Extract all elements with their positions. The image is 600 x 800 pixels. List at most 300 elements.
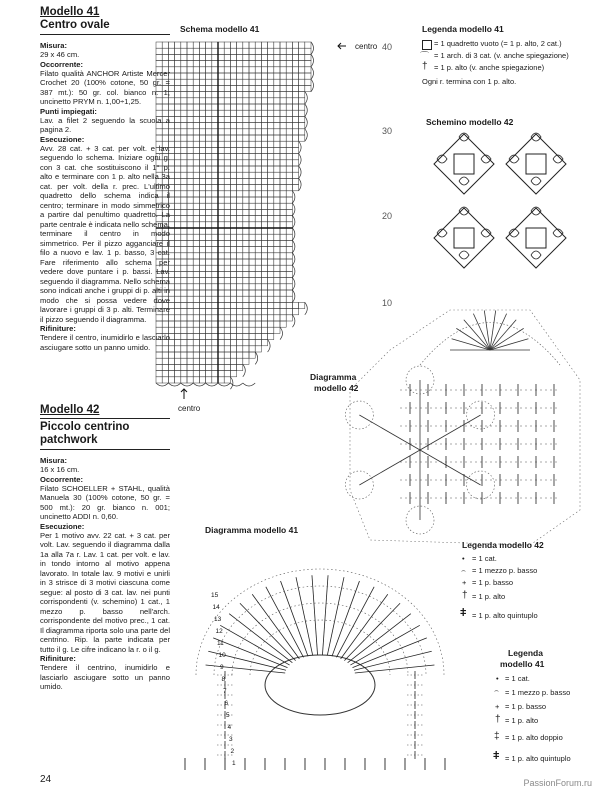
legend41-top-item-3: = 1 p. alto (v. anche spiegazione) (434, 63, 545, 72)
filet-cell (261, 79, 267, 85)
filet-cell (193, 265, 199, 271)
motif-center (454, 228, 474, 248)
filet-cell (212, 222, 218, 228)
model41-title: Modello 41 (40, 6, 100, 18)
filet-cell (249, 290, 255, 296)
filet-cell (243, 98, 249, 104)
filet-cell (243, 129, 249, 135)
filet-cell (286, 166, 292, 172)
filet-cell (162, 222, 168, 228)
filet-cell (206, 234, 212, 240)
filet-cell (206, 265, 212, 271)
filet-cell (286, 253, 292, 259)
filet-cell (212, 85, 218, 91)
filet-cell (274, 253, 280, 259)
filet-cell (187, 141, 193, 147)
filet-cell (230, 290, 236, 296)
diagram41-title: Diagramma modello 41 (205, 525, 299, 535)
filet-cell (206, 302, 212, 308)
schema41-centro-bottom: centro (178, 404, 201, 413)
filet-cell (168, 61, 174, 67)
filet-cell (274, 321, 280, 327)
row-number-label: 15 (211, 592, 219, 599)
filet-cell (292, 67, 298, 73)
filet-cell (218, 247, 224, 253)
model42-esecuzione-head: Esecuzione: (40, 521, 85, 531)
filet-cell (193, 309, 199, 315)
filet-cell (168, 67, 174, 73)
filet-cell (168, 234, 174, 240)
filet-cell (224, 265, 230, 271)
filet-cell (175, 141, 181, 147)
filet-cell (218, 129, 224, 135)
filet-cell (292, 61, 298, 67)
filet-cell (237, 73, 243, 79)
filet-cell (206, 321, 212, 327)
filet-cell (274, 61, 280, 67)
filet-cell (255, 129, 261, 135)
scallop-arch (305, 116, 308, 128)
filet-cell (243, 67, 249, 73)
filet-cell (261, 54, 267, 60)
filet-cell (280, 271, 286, 277)
filet-cell (261, 247, 267, 253)
filet-cell (261, 185, 267, 191)
scallop-arch (292, 290, 295, 302)
filet-cell (268, 54, 274, 60)
filet-cell (162, 191, 168, 197)
filet-cell (286, 209, 292, 215)
filet-cell (193, 216, 199, 222)
filet-cell (206, 364, 212, 370)
filet-cell (181, 216, 187, 222)
filet-cell (175, 340, 181, 346)
filet-cell (243, 191, 249, 197)
filet-cell (224, 271, 230, 277)
filet-cell (168, 271, 174, 277)
filet-cell (175, 203, 181, 209)
filet-cell (286, 296, 292, 302)
filet-cell (156, 178, 162, 184)
filet-cell (181, 67, 187, 73)
filet-cell (268, 61, 274, 67)
filet-cell (230, 160, 236, 166)
filet-cell (261, 129, 267, 135)
filet-cell (218, 364, 224, 370)
filet-cell (224, 203, 230, 209)
filet-cell (218, 154, 224, 160)
filet-cell (292, 98, 298, 104)
filet-cell (218, 371, 224, 377)
filet-cell (255, 147, 261, 153)
legend41-top-item-1: = 1 quadretto vuoto (= 1 p. alto, 2 cat.) (434, 39, 562, 48)
filet-cell (218, 147, 224, 153)
filet-cell (243, 110, 249, 116)
filet-cell (230, 147, 236, 153)
filet-cell (274, 191, 280, 197)
fan-stitch (281, 581, 308, 656)
filet-cell (218, 265, 224, 271)
filet-cell (175, 129, 181, 135)
filet-cell (181, 265, 187, 271)
filet-cell (292, 48, 298, 54)
filet-cell (230, 216, 236, 222)
filet-cell (261, 110, 267, 116)
filet-cell (268, 154, 274, 160)
filet-cell (187, 346, 193, 352)
filet-cell (255, 278, 261, 284)
row-number-label: 1 (232, 760, 236, 767)
filet-cell (280, 209, 286, 215)
filet-cell (299, 67, 305, 73)
filet-cell (230, 240, 236, 246)
model42-occorrente-head: Occorrente: (40, 474, 84, 484)
filet-cell (299, 54, 305, 60)
filet-cell (243, 92, 249, 98)
filet-cell (187, 48, 193, 54)
filet-cell (162, 209, 168, 215)
filet-cell (243, 123, 249, 129)
filet-cell (243, 340, 249, 346)
filet-cell (156, 191, 162, 197)
filet-cell (305, 85, 311, 91)
filet-cell (299, 92, 305, 98)
filet-cell (156, 377, 162, 383)
filet-cell (206, 371, 212, 377)
filet-cell (261, 234, 267, 240)
filet-cell (193, 104, 199, 110)
filet-cell (243, 234, 249, 240)
filet-cell (230, 358, 236, 364)
filet-cell (175, 42, 181, 48)
filet-cell (193, 259, 199, 265)
filet-cell (193, 296, 199, 302)
filet-cell (156, 290, 162, 296)
row-number-label: 13 (214, 616, 222, 623)
scallop-arch (255, 352, 258, 364)
filet-cell (156, 61, 162, 67)
filet-cell (249, 234, 255, 240)
filet-cell (162, 309, 168, 315)
filet-cell (162, 116, 168, 122)
filet-cell (168, 160, 174, 166)
filet-cell (218, 48, 224, 54)
filet-cell (224, 104, 230, 110)
scallop-arch (299, 166, 302, 178)
filet-cell (255, 265, 261, 271)
filet-cell (243, 73, 249, 79)
filet-cell (243, 265, 249, 271)
filet-cell (193, 147, 199, 153)
filet-cell (274, 166, 280, 172)
filet-cell (274, 290, 280, 296)
filet-cell (212, 185, 218, 191)
filet-cell (199, 178, 205, 184)
scallop-arch (311, 67, 314, 79)
filet-cell (175, 116, 181, 122)
filet-cell (206, 309, 212, 315)
filet-cell (181, 141, 187, 147)
filet-cell (280, 228, 286, 234)
filet-cell (255, 240, 261, 246)
filet-cell (181, 327, 187, 333)
filet-cell (218, 79, 224, 85)
filet-cell (199, 92, 205, 98)
filet-cell (280, 253, 286, 259)
filet-cell (292, 54, 298, 60)
filet-cell (230, 253, 236, 259)
filet-cell (274, 228, 280, 234)
filet-cell (224, 123, 230, 129)
filet-cell (255, 234, 261, 240)
filet-cell (280, 141, 286, 147)
filet-cell (162, 321, 168, 327)
filet-cell (224, 116, 230, 122)
filet-cell (292, 147, 298, 153)
filet-cell (243, 315, 249, 321)
scallop-arch (305, 302, 308, 314)
filet-cell (187, 340, 193, 346)
filet-cell (237, 172, 243, 178)
filet-cell (181, 147, 187, 153)
filet-cell (299, 98, 305, 104)
filet-cell (249, 265, 255, 271)
legend41-bottom-item-3: = 1 p. basso (505, 702, 547, 711)
filet-cell (237, 116, 243, 122)
filet-cell (218, 340, 224, 346)
filet-cell (212, 216, 218, 222)
filet-cell (255, 42, 261, 48)
filet-cell (156, 185, 162, 191)
filet-cell (286, 129, 292, 135)
filet-cell (224, 259, 230, 265)
row-number-label: 12 (215, 628, 223, 635)
filet-cell (199, 147, 205, 153)
filet-cell (168, 216, 174, 222)
filet-cell (261, 160, 267, 166)
filet-cell (255, 340, 261, 346)
filet-cell (237, 191, 243, 197)
filet-cell (162, 166, 168, 172)
filet-cell (274, 123, 280, 129)
filet-cell (255, 166, 261, 172)
diagram41-drawing (170, 540, 470, 772)
filet-cell (286, 197, 292, 203)
filet-cell (243, 228, 249, 234)
chain-icon: • (496, 674, 499, 683)
filet-cell (187, 333, 193, 339)
filet-cell (255, 321, 261, 327)
filet-cell (261, 92, 267, 98)
filet-cell (156, 259, 162, 265)
filet-cell (212, 154, 218, 160)
filet-cell (181, 315, 187, 321)
filet-cell (230, 271, 236, 277)
filet-cell (212, 290, 218, 296)
filet-cell (274, 172, 280, 178)
filet-cell (199, 73, 205, 79)
filet-cell (230, 116, 236, 122)
filet-cell (181, 203, 187, 209)
filet-cell (255, 290, 261, 296)
legend42-item-2: = 1 mezzo p. basso (472, 566, 538, 575)
filet-cell (255, 333, 261, 339)
filet-cell (230, 154, 236, 160)
filet-cell (243, 197, 249, 203)
filet-cell (268, 278, 274, 284)
row-number-label: 11 (217, 640, 224, 647)
filet-cell (305, 79, 311, 85)
filet-cell (280, 284, 286, 290)
filet-cell (255, 302, 261, 308)
filet-cell (237, 67, 243, 73)
filet-cell (261, 73, 267, 79)
filet-cell (212, 333, 218, 339)
filet-cell (187, 116, 193, 122)
filet-cell (243, 247, 249, 253)
filet-cell (286, 216, 292, 222)
filet-cell (230, 98, 236, 104)
filet-cell (218, 160, 224, 166)
filet-cell (212, 166, 218, 172)
filet-cell (187, 147, 193, 153)
filet-cell (218, 259, 224, 265)
filet-cell (162, 85, 168, 91)
filet-cell (255, 309, 261, 315)
filet-cell (212, 340, 218, 346)
filet-cell (237, 333, 243, 339)
filet-cell (199, 135, 205, 141)
filet-cell (224, 222, 230, 228)
filet-cell (168, 85, 174, 91)
filet-cell (206, 110, 212, 116)
filet-cell (299, 110, 305, 116)
scallop-arch (299, 141, 302, 153)
filet-cell (249, 191, 255, 197)
filet-cell (237, 340, 243, 346)
filet-cell (249, 147, 255, 153)
filet-cell (212, 302, 218, 308)
filet-cell (212, 309, 218, 315)
filet-cell (168, 172, 174, 178)
filet-cell (255, 104, 261, 110)
filet-cell (156, 296, 162, 302)
filet-cell (175, 185, 181, 191)
scallop-arch (305, 129, 308, 141)
filet-cell (156, 203, 162, 209)
filet-cell (255, 116, 261, 122)
filet-cell (181, 333, 187, 339)
filet-cell (206, 42, 212, 48)
filet-cell (218, 358, 224, 364)
filet-cell (218, 85, 224, 91)
filet-cell (199, 371, 205, 377)
filet-cell (230, 352, 236, 358)
filet-cell (261, 278, 267, 284)
filet-cell (181, 178, 187, 184)
filet-cell (280, 222, 286, 228)
filet-cell (199, 265, 205, 271)
filet-cell (156, 284, 162, 290)
filet-cell (175, 92, 181, 98)
filet-cell (206, 48, 212, 54)
filet-cell (206, 203, 212, 209)
filet-cell (286, 271, 292, 277)
filet-cell (187, 296, 193, 302)
filet-cell (280, 259, 286, 265)
filet-cell (286, 240, 292, 246)
filet-cell (181, 302, 187, 308)
filet-cell (212, 92, 218, 98)
filet-cell (230, 346, 236, 352)
filet-cell (175, 302, 181, 308)
filet-cell (218, 234, 224, 240)
filet-cell (255, 160, 261, 166)
petal-spoke (420, 415, 481, 450)
filet-cell (286, 54, 292, 60)
filet-cell (255, 216, 261, 222)
filet-cell (268, 160, 274, 166)
filet-cell (249, 67, 255, 73)
filet-cell (156, 197, 162, 203)
filet-cell (249, 222, 255, 228)
filet-cell (243, 135, 249, 141)
filet-cell (237, 154, 243, 160)
filet-cell (187, 209, 193, 215)
filet-cell (261, 265, 267, 271)
fan-stitch (452, 339, 490, 350)
filet-cell (255, 209, 261, 215)
model41-punti-head: Punti impiegati: (40, 106, 97, 116)
filet-cell (274, 185, 280, 191)
filet-cell (199, 191, 205, 197)
filet-cell (292, 141, 298, 147)
filet-cell (206, 315, 212, 321)
filet-cell (175, 296, 181, 302)
filet-cell (237, 364, 243, 370)
filet-cell (230, 340, 236, 346)
filet-cell (206, 160, 212, 166)
filet-cell (199, 290, 205, 296)
legend41-bottom-item-4: = 1 p. alto (505, 716, 539, 725)
filet-cell (199, 284, 205, 290)
filet-cell (249, 185, 255, 191)
filet-cell (187, 85, 193, 91)
filet-cell (237, 141, 243, 147)
filet-cell (237, 61, 243, 67)
filet-cell (187, 185, 193, 191)
filet-cell (243, 154, 249, 160)
filet-cell (224, 48, 230, 54)
filet-cell (299, 135, 305, 141)
filet-cell (168, 222, 174, 228)
filet-cell (162, 302, 168, 308)
filet-cell (199, 340, 205, 346)
filet-cell (168, 178, 174, 184)
filet-cell (162, 203, 168, 209)
filet-cell (156, 222, 162, 228)
filet-cell (156, 352, 162, 358)
diagram42-drawing (330, 290, 590, 560)
model41-misura: 29 x 46 cm. (40, 50, 80, 59)
filet-cell (199, 79, 205, 85)
filet-cell (274, 42, 280, 48)
filet-cell (181, 228, 187, 234)
filet-cell (156, 154, 162, 160)
filet-cell (162, 296, 168, 302)
filet-cell (193, 333, 199, 339)
filet-cell (162, 147, 168, 153)
